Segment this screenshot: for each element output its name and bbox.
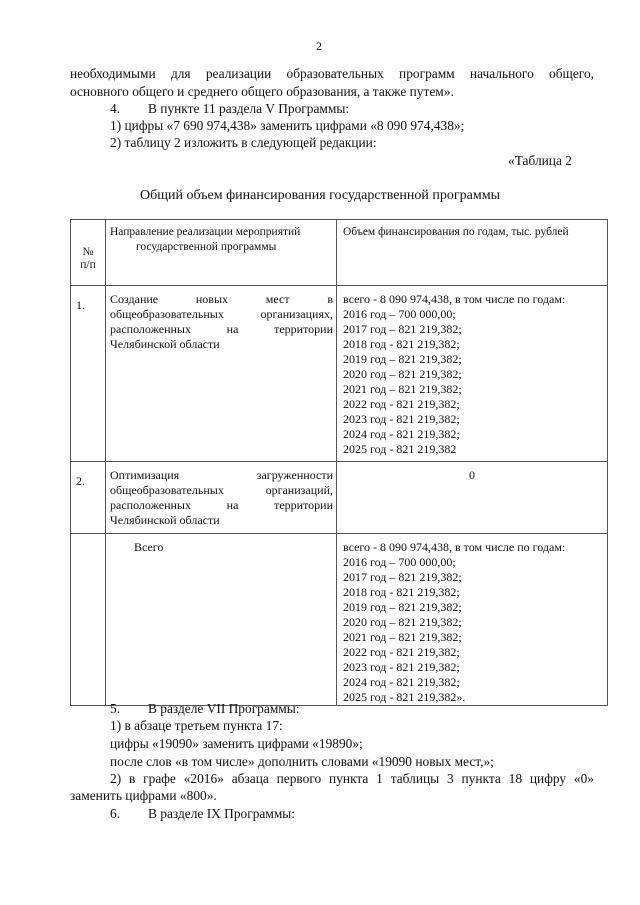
row-number: 2.: [71, 462, 106, 534]
row-direction: [106, 286, 337, 462]
row-number: 1.: [71, 286, 106, 462]
funding-line: всего - 8 090 974,438, в том числе по годам:: [343, 292, 566, 306]
funding-line: 2020 год – 821 219,382;: [343, 615, 462, 629]
intro-line-2: основного общего и среднего общего образования, а также путем».: [70, 84, 454, 99]
funding-line: 2017 год – 821 219,382;: [343, 322, 462, 336]
item5-sub1a: цифры «19090» заменить цифрами «19890»;: [110, 736, 363, 751]
item4-number: 4.: [110, 101, 121, 116]
row-funding: [337, 286, 608, 462]
table-title: Общий объем финансирования государственной программы: [140, 188, 500, 203]
item5-sub2-line-2: заменить цифрами «800».: [70, 788, 217, 803]
item5-sub1b: после слов «в том числе» дополнить словами «19090 новых мест,»;: [110, 754, 494, 769]
header-direction: [106, 220, 337, 286]
row-direction: [106, 462, 337, 534]
funding-line: 2025 год - 821 219,382».: [343, 690, 466, 704]
funding-line: 2023 год - 821 219,382;: [343, 412, 460, 426]
direction-line: общеобразовательных организациях,: [110, 307, 333, 321]
table-reference: «Таблица 2: [508, 153, 572, 168]
funding-table: [70, 219, 608, 706]
funding-line: 2018 год - 821 219,382;: [343, 337, 460, 351]
funding-line: 2021 год – 821 219,382;: [343, 382, 462, 396]
item4-sub1: 1) цифры «7 690 974,438» заменить цифрами «8 090 974,438»;: [110, 118, 465, 133]
item6-number: 6.: [110, 806, 121, 821]
header-number-line-1: №: [82, 246, 94, 258]
table-row: [71, 286, 608, 462]
funding-line: 2023 год - 821 219,382;: [343, 660, 460, 674]
direction-line: Создание новых мест в: [110, 292, 333, 306]
direction-line: расположенных на территории: [110, 322, 333, 336]
item5-text: В разделе VII Программы:: [148, 701, 300, 716]
funding-line: 2017 год – 821 219,382;: [343, 570, 462, 584]
direction-line: Оптимизация загруженности: [110, 468, 333, 482]
table-row-total: [71, 534, 608, 706]
funding-line: 2022 год - 821 219,382;: [343, 397, 460, 411]
row-number: [71, 534, 106, 706]
item5-number: 5.: [110, 701, 121, 716]
direction-line: Челябинской области: [110, 337, 220, 351]
page-number: 2: [316, 39, 322, 53]
intro-line-1: необходимыми для реализации образовательных программ начального общего,: [70, 66, 594, 81]
funding-line: 2024 год - 821 219,382;: [343, 675, 460, 689]
header-funding: Объем финансирования по годам, тыс. рублей: [337, 220, 608, 286]
item4-text: В пункте 11 раздела V Программы:: [148, 101, 350, 116]
header-direction-line-1: Направление реализации мероприятий: [110, 226, 301, 238]
header-direction-line-2: государственной программы: [136, 241, 277, 253]
item5-sub2-line-1: 2) в графе «2016» абзаца первого пункта 1 таблицы 3 пункта 18 цифру «0»: [110, 771, 594, 786]
direction-line: Челябинской области: [110, 513, 220, 527]
row-funding: [337, 534, 608, 706]
funding-line: 2022 год - 821 219,382;: [343, 645, 460, 659]
table-row: [71, 462, 608, 534]
funding-line: 2018 год - 821 219,382;: [343, 585, 460, 599]
direction-line: общеобразовательных организаций,: [110, 483, 333, 497]
item5-sub1: 1) в абзаце третьем пункта 17:: [110, 718, 283, 733]
funding-line: 2016 год – 700 000,00;: [343, 307, 456, 321]
direction-line: расположенных на территории: [110, 498, 333, 512]
funding-line: 2020 год – 821 219,382;: [343, 367, 462, 381]
funding-line: 2021 год – 821 219,382;: [343, 630, 462, 644]
funding-line: 2025 год - 821 219,382: [343, 442, 457, 456]
funding-line: 2024 год - 821 219,382;: [343, 427, 460, 441]
header-number-line-2: п/п: [80, 259, 96, 271]
funding-line: 2019 год – 821 219,382;: [343, 600, 462, 614]
row-funding: 0: [337, 462, 608, 534]
table-header-row: [71, 220, 608, 286]
item6-text: В разделе IX Программы:: [148, 806, 296, 821]
funding-line: всего - 8 090 974,438, в том числе по годам:: [343, 540, 566, 554]
funding-line: 2019 год – 821 219,382;: [343, 352, 462, 366]
item4-sub2: 2) таблицу 2 изложить в следующей редакции:: [110, 135, 377, 150]
funding-line: 2016 год – 700 000,00;: [343, 555, 456, 569]
total-label: Всего: [106, 534, 337, 706]
header-number: [71, 220, 106, 286]
